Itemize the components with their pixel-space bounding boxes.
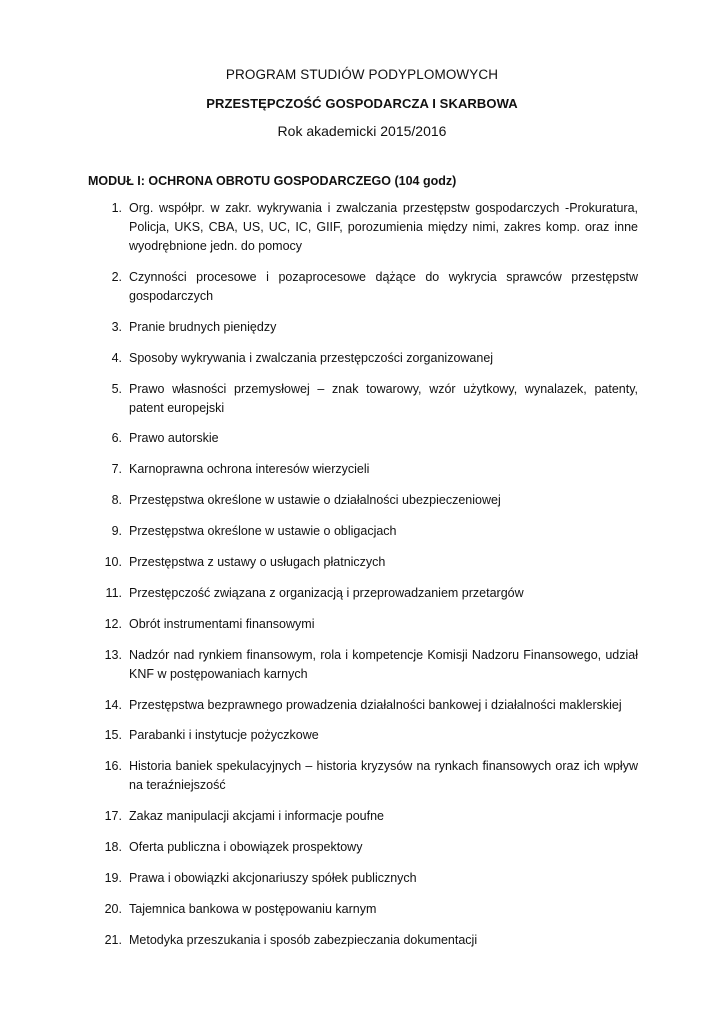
list-item-number: 11. [105,585,122,600]
list-item [88,268,638,306]
program-heading: PROGRAM STUDIÓW PODYPLOMOWYCH [225,67,499,82]
list-item-text: Przestępstwa określone w ustawie o obligacjach [129,524,397,539]
list-item-number: 12. [104,616,122,631]
list-item-text: Oferta publiczna i obowiązek prospektowy [129,840,363,855]
list-item-text: Prawa i obowiązki akcjonariuszy spółek publicznych [129,871,417,886]
list-item [88,380,638,418]
list-item-number: 4. [111,350,122,365]
list-item-number: 20. [104,901,122,916]
list-item-number: 2. [111,269,122,284]
list-item [88,615,638,634]
list-item [88,696,638,715]
list-item-text: Przestępstwa z ustawy o usługach płatniczych [129,555,386,570]
list-item-text: Czynności procesowe i pozaprocesowe dążące do wykrycia sprawców przestępstw gospodarczych [129,269,638,303]
list-item-text: Sposoby wykrywania i zwalczania przestępczości zorganizowanej [129,350,494,365]
list-item-number: 19. [104,871,122,886]
list-item-text: Nadzór nad rynkiem finansowym, rola i kompetencje Komisji Nadzoru Finansowego, udział KNF w postępowaniach karnych [129,647,638,681]
list-item-text: Historia baniek spekulacyjnych – historia kryzysów na rynkach finansowych oraz ich wpływ na teraźniejszość [129,759,638,793]
list-item-text: Org. współpr. w zakr. wykrywania i zwalczania przestępstw gospodarczych -Prokuratura, Policja, UKS, CBA, US, UC, IC, GIIF, porozumienia między nimi, zakres komp. oraz inne wyodrębnione jedn. do pomocy [129,201,638,253]
module-topics-list [88,199,638,962]
module-title: MODUŁ I: OCHRONA OBROTU GOSPODARCZEGO (104 godz) [88,174,457,188]
list-item [88,199,638,256]
list-item [88,900,638,919]
list-item-number: 3. [111,319,122,334]
list-item [88,869,638,888]
list-item-text: Przestępstwa określone w ustawie o działalności ubezpieczeniowej [129,493,501,508]
list-item-text: Pranie brudnych pieniędzy [129,319,277,334]
list-item [88,931,638,950]
list-item [88,584,638,603]
program-title: PRZESTĘPCZOŚĆ GOSPODARCZA I SKARBOWA [206,96,518,111]
list-item-number: 17. [104,809,122,824]
list-item [88,491,638,510]
list-item-number: 21. [104,932,122,947]
list-item [88,318,638,337]
list-item [88,838,638,857]
list-item-number: 1. [111,201,122,215]
list-item-text: Tajemnica bankowa w postępowaniu karnym [129,901,377,916]
list-item-text: Prawo autorskie [129,431,219,446]
list-item [88,460,638,479]
list-item [88,646,638,684]
list-item-number: 5. [111,381,122,396]
list-item-number: 18. [104,840,122,855]
list-item-text: Prawo własności przemysłowej – znak towarowy, wzór użytkowy, wynalazek, patenty, patent europejski [129,381,638,415]
list-item-number: 9. [111,524,122,539]
list-item-text: Parabanki i instytucje pożyczkowe [129,728,319,743]
list-item [88,429,638,448]
list-item [88,349,638,368]
list-item [88,757,638,795]
list-item-text: Przestępstwa bezprawnego prowadzenia działalności bankowej i działalności maklerskiej [129,697,622,712]
list-item-text: Metodyka przeszukania i sposób zabezpieczania dokumentacji [129,932,478,947]
list-item [88,807,638,826]
list-item-number: 10. [104,555,122,570]
list-item-text: Zakaz manipulacji akcjami i informacje poufne [129,809,384,824]
list-item-text: Przestępczość związana z organizacją i przeprowadzaniem przetargów [129,585,524,600]
list-item-number: 8. [111,493,122,508]
list-item-number: 13. [104,647,122,662]
list-item-number: 14. [104,697,122,712]
list-item-number: 7. [111,462,122,477]
academic-year: Rok akademicki 2015/2016 [277,123,447,139]
list-item-text: Obrót instrumentami finansowymi [129,616,315,631]
list-item [88,726,638,745]
list-item [88,522,638,541]
list-item-text: Karnoprawna ochrona interesów wierzycieli [129,462,370,477]
list-item-number: 15. [104,728,122,743]
list-item-number: 16. [104,759,122,774]
list-item [88,553,638,572]
list-item-number: 6. [111,431,122,446]
